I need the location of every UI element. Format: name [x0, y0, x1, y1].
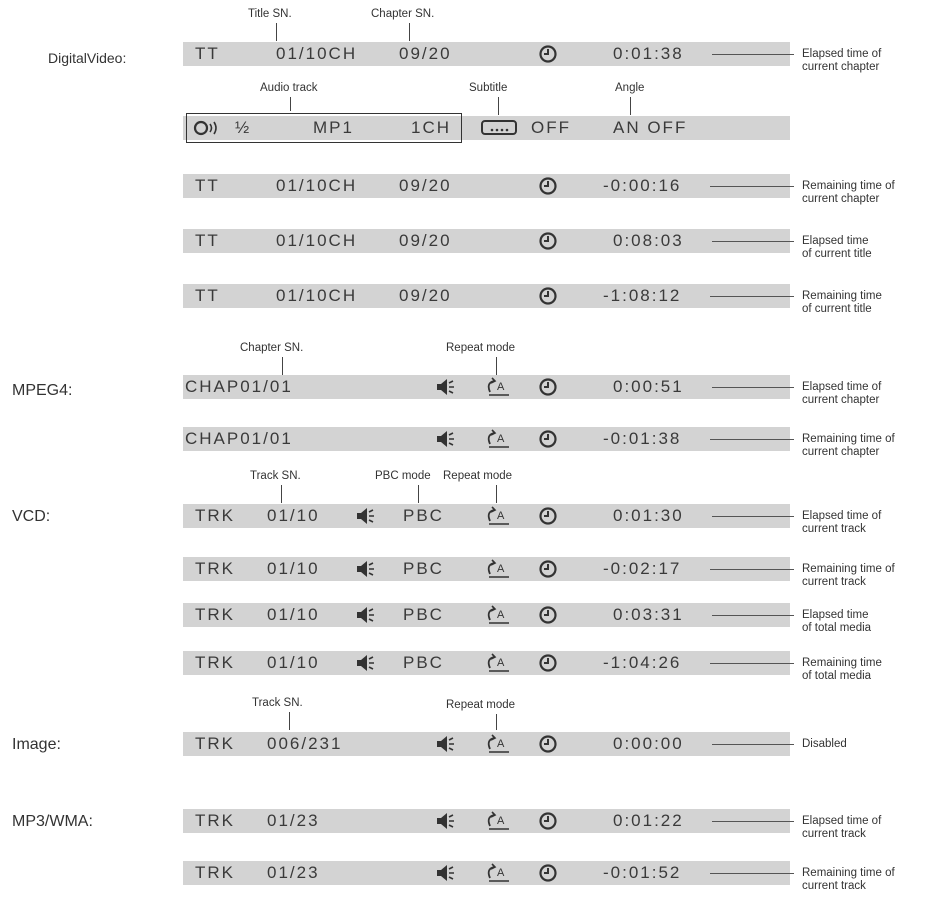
- svg-text:A: A: [497, 867, 505, 879]
- osd-bar: [183, 427, 790, 451]
- track-number: 01/23: [267, 863, 320, 882]
- row-description: Elapsed time of current title: [802, 235, 872, 260]
- half-indicator: ½: [235, 118, 252, 137]
- row-description: Remaining time of current title: [802, 290, 882, 315]
- leader-line: [712, 241, 794, 242]
- leader-line: [712, 615, 794, 616]
- chapter-number: CHAP01/01: [185, 377, 293, 396]
- speaker-icon: [435, 377, 455, 397]
- annotation-track-sn-vcd: Track SN.: [250, 470, 301, 482]
- osd-bar: [183, 42, 790, 66]
- title-chapter-number: 01/10CH: [276, 44, 358, 63]
- subtitle-state: OFF: [531, 118, 571, 137]
- annotation-tick: [409, 23, 410, 41]
- repeat-a-icon: [485, 734, 511, 754]
- time-readout: 0:01:30: [613, 506, 684, 525]
- time-readout: 0:03:31: [613, 605, 684, 624]
- repeat-a-icon: [485, 429, 511, 449]
- svg-text:A: A: [497, 738, 505, 750]
- time-readout: -0:02:17: [603, 559, 682, 578]
- speaker-icon: [435, 811, 455, 831]
- leader-line: [710, 439, 794, 440]
- annotation-chapter-sn-mpeg4: Chapter SN.: [240, 342, 304, 354]
- time-readout: -0:01:52: [603, 863, 682, 882]
- svg-text:A: A: [497, 815, 505, 827]
- time-readout: 0:00:00: [613, 734, 684, 753]
- title-chapter-number: 01/10CH: [276, 176, 358, 195]
- section-label-vcd: VCD:: [12, 508, 51, 525]
- repeat-a-icon: [485, 559, 511, 579]
- clock-icon: [538, 286, 558, 306]
- repeat-a-icon: [485, 506, 511, 526]
- clock-icon: [538, 863, 558, 883]
- mode-label: TRK: [195, 605, 235, 624]
- time-readout: -0:01:38: [603, 429, 682, 448]
- osd-bar: [183, 651, 790, 675]
- annotation-tick: [282, 357, 283, 375]
- row-description: Elapsed time of current chapter: [802, 48, 882, 73]
- leader-line: [710, 569, 794, 570]
- track-number: 01/10: [267, 653, 320, 672]
- annotation-track-sn-image: Track SN.: [252, 697, 303, 709]
- chapter-number: CHAP01/01: [185, 429, 293, 448]
- svg-text:A: A: [497, 563, 505, 575]
- time-readout: 0:01:22: [613, 811, 684, 830]
- osd-bar: [183, 861, 790, 885]
- track-number: 01/10: [267, 506, 320, 525]
- time-readout: 0:08:03: [613, 231, 684, 250]
- track-number: 01/10: [267, 559, 320, 578]
- audio-channels: 1CH: [411, 118, 452, 137]
- mode-label: TT: [195, 176, 220, 195]
- clock-icon: [538, 231, 558, 251]
- clock-icon: [538, 429, 558, 449]
- clock-icon: [538, 506, 558, 526]
- title-chapter-number: 01/10CH: [276, 286, 358, 305]
- time-readout: 0:01:38: [613, 44, 684, 63]
- annotation-repeat-mode-image: Repeat mode: [446, 699, 516, 711]
- annotation-repeat-mode-vcd: Repeat mode: [443, 470, 513, 482]
- annotation-angle: Angle: [615, 82, 645, 94]
- row-description: Remaining time of current chapter: [802, 433, 895, 458]
- annotation-pbc-mode: PBC mode: [375, 470, 431, 482]
- annotation-tick: [418, 485, 419, 503]
- mode-label: TRK: [195, 559, 235, 578]
- annotation-tick: [630, 97, 631, 115]
- row-description: Remaining time of total media: [802, 657, 882, 682]
- repeat-a-icon: [485, 605, 511, 625]
- repeat-a-icon: [485, 863, 511, 883]
- title-chapter-number: 01/10CH: [276, 231, 358, 250]
- leader-line: [712, 54, 794, 55]
- section-label-digitalvideo: DigitalVideo:: [48, 50, 127, 66]
- svg-text:A: A: [497, 510, 505, 522]
- leader-line: [710, 663, 794, 664]
- annotation-tick: [496, 357, 497, 375]
- osd-bar: [183, 732, 790, 756]
- chapter-count: 09/20: [399, 44, 452, 63]
- pbc-mode: PBC: [403, 653, 444, 672]
- mode-label: TRK: [195, 653, 235, 672]
- clock-icon: [538, 653, 558, 673]
- track-number: 01/10: [267, 605, 320, 624]
- clock-icon: [538, 559, 558, 579]
- chapter-count: 09/20: [399, 286, 452, 305]
- pbc-mode: PBC: [403, 559, 444, 578]
- annotation-tick: [498, 97, 499, 115]
- annotation-title-sn: Title SN.: [248, 8, 292, 20]
- row-description: Elapsed time of current chapter: [802, 381, 882, 406]
- annotation-repeat-mode-mpeg4: Repeat mode: [446, 342, 516, 354]
- row-description: Elapsed time of current track: [802, 815, 882, 840]
- osd-bar: [183, 116, 790, 140]
- leader-line: [712, 516, 794, 517]
- section-label-mp3wma: MP3/WMA:: [12, 813, 93, 830]
- row-description: Elapsed time of total media: [802, 609, 872, 634]
- annotation-tick: [276, 23, 277, 41]
- row-description: Remaining time of current chapter: [802, 180, 895, 205]
- svg-text:A: A: [497, 433, 505, 445]
- annotation-audio-track: Audio track: [260, 82, 318, 94]
- row-description: Elapsed time of current track: [802, 510, 882, 535]
- leader-line: [712, 387, 794, 388]
- row-description: Disabled: [802, 738, 847, 750]
- annotation-tick: [289, 712, 290, 730]
- speaker-icon: [355, 653, 375, 673]
- subtitle-icon: [480, 119, 518, 137]
- speaker-icon: [435, 734, 455, 754]
- annotation-chapter-sn: Chapter SN.: [371, 8, 435, 20]
- pbc-mode: PBC: [403, 506, 444, 525]
- section-label-image: Image:: [12, 736, 61, 753]
- mode-label: TRK: [195, 863, 235, 882]
- osd-bar: [183, 174, 790, 198]
- mode-label: TT: [195, 44, 220, 63]
- time-readout: -0:00:16: [603, 176, 682, 195]
- mode-label: TT: [195, 286, 220, 305]
- pbc-mode: PBC: [403, 605, 444, 624]
- mode-label: TRK: [195, 506, 235, 525]
- angle-state: AN OFF: [613, 118, 688, 137]
- audio-codec: MP1: [313, 118, 354, 137]
- clock-icon: [538, 176, 558, 196]
- osd-bar: [183, 375, 790, 399]
- row-description: Remaining time of current track: [802, 867, 895, 892]
- row-description: Remaining time of current track: [802, 563, 895, 588]
- leader-line: [710, 873, 794, 874]
- track-number: 01/23: [267, 811, 320, 830]
- annotation-tick: [496, 714, 497, 730]
- clock-icon: [538, 44, 558, 64]
- annotation-tick: [290, 97, 291, 111]
- speaker-icon: [355, 605, 375, 625]
- leader-line: [712, 821, 794, 822]
- clock-icon: [538, 377, 558, 397]
- section-label-mpeg4: MPEG4:: [12, 382, 73, 399]
- speaker-icon: [355, 559, 375, 579]
- chapter-count: 09/20: [399, 176, 452, 195]
- leader-line: [710, 296, 794, 297]
- annotation-tick: [281, 485, 282, 503]
- time-readout: 0:00:51: [613, 377, 684, 396]
- time-readout: -1:04:26: [603, 653, 682, 672]
- track-number: 006/231: [267, 734, 343, 753]
- leader-line: [712, 744, 794, 745]
- annotation-subtitle: Subtitle: [469, 82, 508, 94]
- mode-label: TT: [195, 231, 220, 250]
- svg-text:A: A: [497, 657, 505, 669]
- osd-bar: [183, 284, 790, 308]
- speaker-icon: [435, 863, 455, 883]
- clock-icon: [538, 605, 558, 625]
- svg-text:A: A: [497, 381, 505, 393]
- audio-track-icon: [193, 119, 221, 137]
- chapter-count: 09/20: [399, 231, 452, 250]
- repeat-a-icon: [485, 811, 511, 831]
- speaker-icon: [355, 506, 375, 526]
- repeat-a-icon: [485, 377, 511, 397]
- clock-icon: [538, 734, 558, 754]
- mode-label: TRK: [195, 734, 235, 753]
- osd-bar: [183, 557, 790, 581]
- annotation-tick: [496, 485, 497, 503]
- mode-label: TRK: [195, 811, 235, 830]
- clock-icon: [538, 811, 558, 831]
- time-readout: -1:08:12: [603, 286, 682, 305]
- speaker-icon: [435, 429, 455, 449]
- repeat-a-icon: [485, 653, 511, 673]
- osd-bar: [183, 229, 790, 253]
- leader-line: [710, 186, 794, 187]
- osd-bar: [183, 504, 790, 528]
- osd-bar: [183, 809, 790, 833]
- osd-bar: [183, 603, 790, 627]
- svg-text:A: A: [497, 609, 505, 621]
